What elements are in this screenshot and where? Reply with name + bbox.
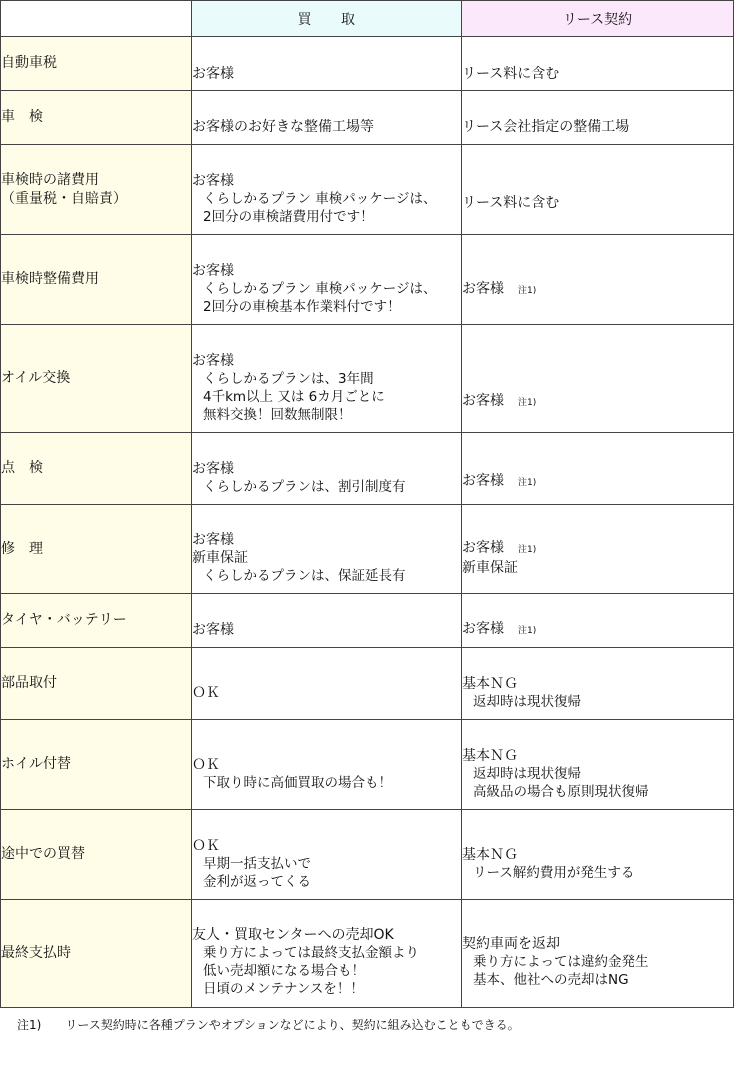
cell-main-value: 契約車両を返却	[462, 935, 560, 952]
cell-sub-text: 高級品の場合も原則現状復帰	[473, 783, 649, 800]
lease-cell	[462, 810, 734, 900]
cell-main-text	[192, 118, 461, 136]
footnote: 注1) リース契約時に各種プランやオプションなどにより、契約に組み込むこともできる。	[17, 1018, 520, 1032]
cell-sub-text: 下取り時に高価買取の場合も！	[203, 774, 392, 791]
row-label-text: 部品取付	[1, 675, 57, 691]
table-row	[1, 720, 734, 810]
purchase-cell	[192, 900, 462, 1008]
row-label	[1, 648, 192, 720]
cell-main-text	[192, 172, 461, 190]
cell-sub-text: 2回分の車検諸費用付です！	[203, 208, 374, 225]
cell-main-value: お客様	[462, 540, 504, 556]
row-label-text: 車 検	[1, 109, 43, 125]
row-label	[1, 594, 192, 648]
cell-main-value: ＯＫ	[192, 837, 220, 854]
cell-main-text	[462, 65, 733, 83]
purchase-cell	[192, 810, 462, 900]
cell-main-text	[192, 621, 461, 639]
cell-main-text	[192, 837, 461, 855]
cell-main-value: お客様	[462, 472, 504, 489]
cell-main-value: ＯＫ	[192, 756, 220, 773]
cell-sub-text: 返却時は現状復帰	[473, 693, 581, 710]
cell-sub-text: 乗り方によっては最終支払金額より	[203, 944, 419, 961]
row-label	[1, 433, 192, 505]
lease-cell	[462, 648, 734, 720]
row-label	[1, 505, 192, 594]
table-row	[1, 594, 734, 648]
cell-main-text	[192, 65, 461, 83]
row-label-text: 自動車税	[1, 55, 57, 71]
lease-cell	[462, 37, 734, 91]
cell-main-value: お客様のお好きな整備工場等	[192, 118, 374, 135]
cell-main-text	[462, 539, 733, 559]
cell-sub-text: 4千km以上 又は 6カ月ごとに	[203, 388, 385, 405]
header-row	[1, 1, 734, 37]
cell-main-text	[192, 926, 461, 944]
table-row	[1, 505, 734, 594]
cell-main-value: お客様	[192, 621, 234, 638]
row-label-text: 最終支払時	[1, 945, 71, 961]
cell-main-text	[192, 684, 461, 702]
cell-main-value: 基本ＮＧ	[462, 675, 518, 692]
cell-sub-text: くらしかるプランは、割引制度有	[203, 478, 406, 495]
cell-sub-text: 金利が返ってくる	[203, 873, 311, 890]
cell-main-value: お客様	[192, 262, 234, 279]
row-label-text: 途中での買替	[1, 846, 85, 862]
cell-main-value: お客様	[192, 172, 234, 189]
lease-cell	[462, 145, 734, 235]
table-row	[1, 900, 734, 1008]
cell-main-text	[462, 392, 733, 412]
header-corner	[1, 1, 192, 37]
note-marker: 注1)	[518, 477, 537, 488]
row-label	[1, 37, 192, 91]
purchase-cell	[192, 594, 462, 648]
table-row	[1, 648, 734, 720]
cell-main-text	[192, 262, 461, 280]
cell-main-value: ＯＫ	[192, 684, 220, 701]
note-marker: 注1)	[518, 285, 537, 296]
lease-cell	[462, 720, 734, 810]
cell-main-value: お客様	[192, 65, 234, 82]
purchase-cell	[192, 235, 462, 325]
note-marker: 注1)	[518, 625, 537, 636]
lease-cell	[462, 505, 734, 594]
cell-main-value: お客様	[462, 620, 504, 637]
cell-sub-text: くらしかるプラン 車検パッケージは、	[203, 190, 437, 207]
row-label	[1, 900, 192, 1008]
cell-sub-text: 乗り方によっては違約金発生	[473, 953, 649, 970]
row-label-text: 修 理	[1, 540, 43, 557]
cell-main-value: 基本ＮＧ	[462, 747, 518, 764]
table-row	[1, 145, 734, 235]
row-label	[1, 720, 192, 810]
cell-main-value: お客様	[462, 392, 504, 409]
row-label	[1, 91, 192, 145]
cell-main-text	[462, 935, 733, 953]
row-label-text: タイヤ・バッテリー	[1, 612, 127, 628]
cell-main-text	[462, 620, 733, 640]
cell-sub-text: 返却時は現状復帰	[473, 765, 581, 782]
cell-main-value: お客様	[192, 352, 234, 369]
purchase-cell	[192, 91, 462, 145]
cell-main-text	[462, 194, 733, 212]
header-purchase: 買 取	[192, 1, 462, 37]
cell-sub-text: 日頃のメンテナンスを！！	[203, 980, 364, 997]
purchase-cell	[192, 325, 462, 433]
purchase-cell	[192, 505, 462, 594]
table-row	[1, 37, 734, 91]
cell-sub-text: 基本、他社への売却はNG	[473, 971, 629, 988]
cell-main-text	[462, 846, 733, 864]
table-row	[1, 235, 734, 325]
row-label-text: ホイル付替	[1, 756, 71, 772]
cell-sub-text: くらしかるプランは、3年間	[203, 370, 374, 387]
note-marker: 注1)	[518, 545, 537, 555]
header-lease: リース契約	[462, 1, 734, 37]
purchase-cell	[192, 720, 462, 810]
lease-cell	[462, 325, 734, 433]
cell-sub-text: 無料交換！回数無制限！	[203, 406, 352, 423]
cell-sub-text: 2回分の車検基本作業料付です！	[203, 298, 401, 315]
cell-sub-text: 早期一括支払いで	[203, 855, 311, 872]
lease-cell	[462, 91, 734, 145]
note-marker: 注1)	[518, 397, 537, 408]
purchase-cell	[192, 37, 462, 91]
cell-main-text	[192, 531, 461, 549]
lease-cell	[462, 235, 734, 325]
row-label	[1, 145, 192, 235]
lease-cell	[462, 433, 734, 505]
cell-main-text	[462, 675, 733, 693]
cell-main-value: リース会社指定の整備工場	[462, 118, 630, 135]
lease-cell	[462, 594, 734, 648]
cell-main-text	[192, 549, 461, 567]
row-label-text: 点 検	[1, 460, 43, 476]
cell-main-value: お客様	[462, 280, 504, 297]
cell-sub-text: くらしかるプランは、保証延長有	[203, 568, 406, 584]
cell-main-value: お客様	[192, 532, 234, 548]
cell-main-text	[462, 280, 733, 300]
purchase-cell	[192, 433, 462, 505]
row-label-text: 車検時の諸費用	[1, 171, 99, 188]
cell-main-text	[192, 352, 461, 370]
cell-main-text	[462, 472, 733, 492]
cell-sub-text: くらしかるプラン 車検パッケージは、	[203, 280, 437, 297]
cell-main-value: 新車保証	[462, 560, 518, 576]
table-row	[1, 325, 734, 433]
cell-sub-text: 低い売却額になる場合も！	[203, 962, 365, 979]
row-label-text: 車検時整備費用	[1, 271, 99, 287]
cell-main-value: リース料に含む	[462, 194, 560, 211]
table-row	[1, 433, 734, 505]
row-label-text: （重量税・自賠責）	[1, 190, 127, 207]
row-label-text: オイル交換	[1, 370, 71, 386]
cell-main-text	[192, 460, 461, 478]
cell-main-text	[462, 559, 733, 577]
cell-main-text	[462, 118, 733, 136]
cell-sub-text: リース解約費用が発生する	[473, 864, 635, 881]
purchase-cell	[192, 648, 462, 720]
cell-main-value: お客様	[192, 460, 234, 477]
cell-main-text	[462, 747, 733, 765]
cell-main-value: 新車保証	[192, 550, 248, 566]
cell-main-text	[192, 756, 461, 774]
lease-cell	[462, 900, 734, 1008]
row-label	[1, 810, 192, 900]
row-label	[1, 235, 192, 325]
row-label	[1, 325, 192, 433]
table-row	[1, 810, 734, 900]
cell-main-value: リース料に含む	[462, 65, 560, 82]
cell-main-value: 基本ＮＧ	[462, 846, 518, 863]
purchase-cell	[192, 145, 462, 235]
table-row	[1, 91, 734, 145]
cell-main-value: 友人・買取センターへの売却OK	[192, 926, 394, 943]
